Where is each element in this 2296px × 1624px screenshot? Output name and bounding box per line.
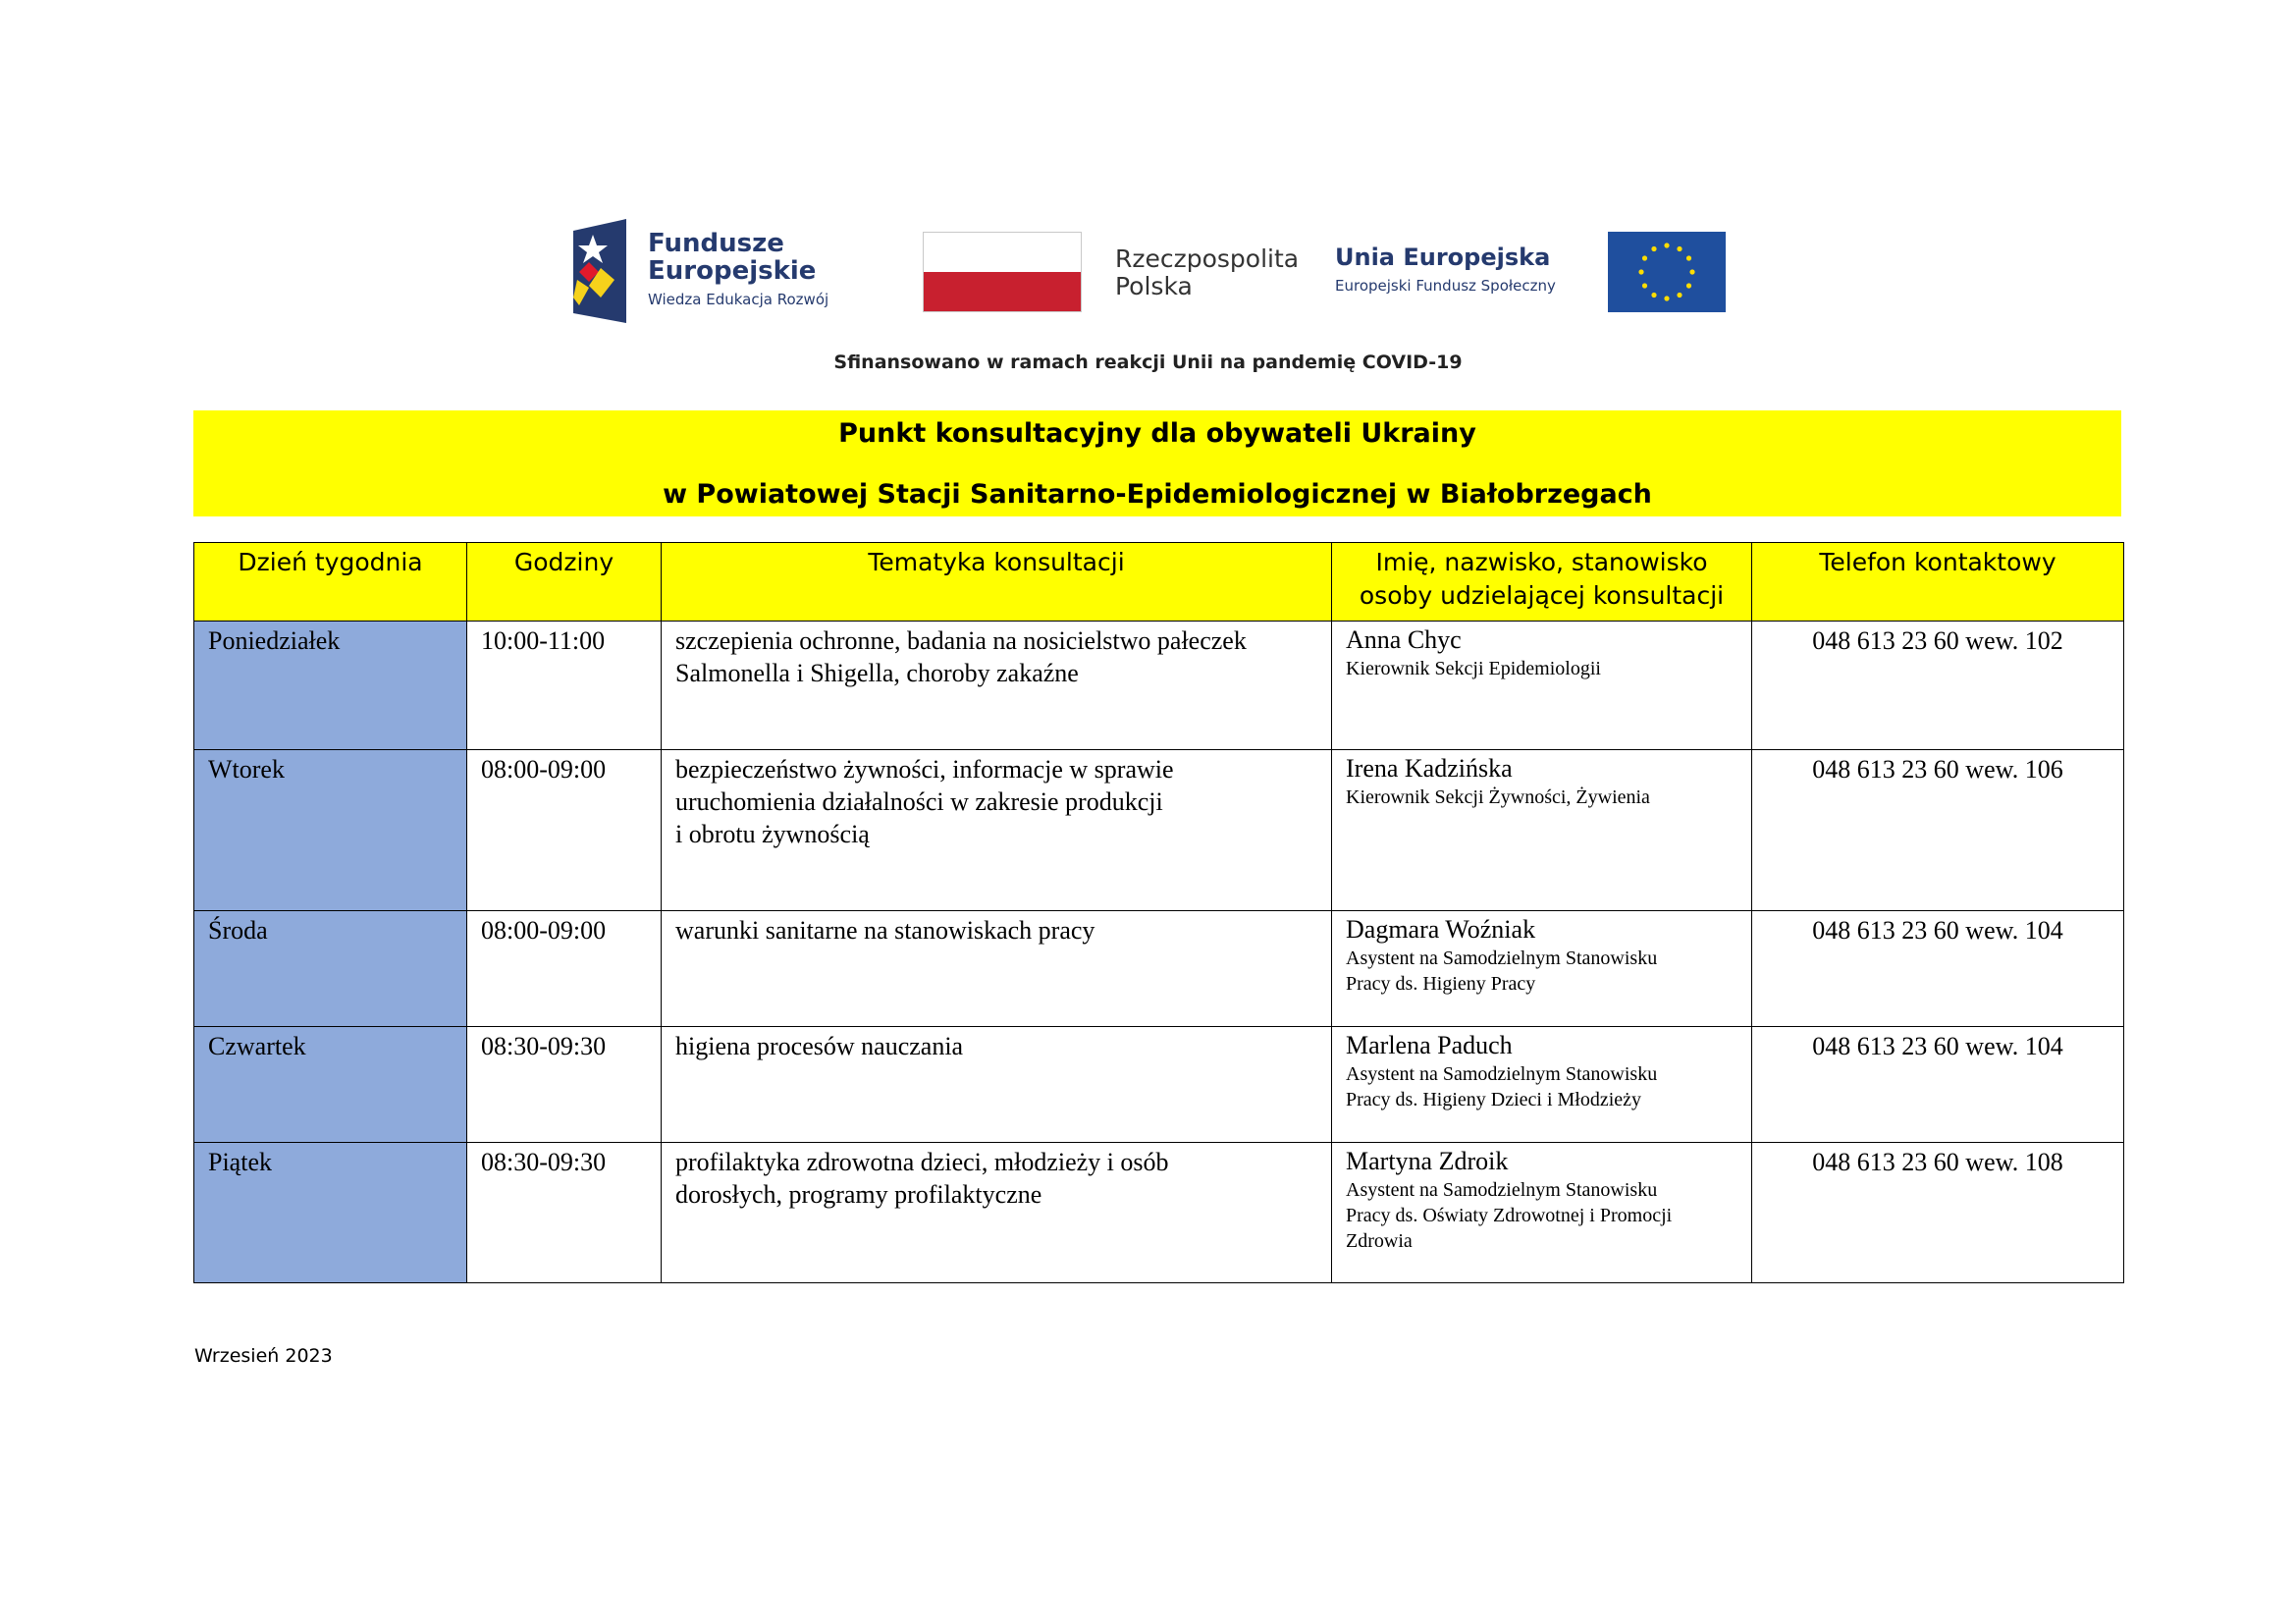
topic-cell xyxy=(662,750,1332,911)
funding-note: Sfinansowano w ramach reakcji Unii na pandemię COVID-19 xyxy=(833,352,1463,373)
phone-cell: 048 613 23 60 wew. 104 xyxy=(1752,1027,2124,1143)
fe-line2: Europejskie xyxy=(648,256,817,286)
fundusze-europejskie-logo xyxy=(569,216,864,324)
person-title: Asystent na Samodzielnym Stanowisku xyxy=(1346,947,1658,969)
person-title: Pracy ds. Higieny Pracy xyxy=(1346,973,1536,995)
polish-flag-icon xyxy=(923,232,1082,312)
phone-cell: 048 613 23 60 wew. 104 xyxy=(1752,911,2124,1027)
hours-cell: 08:30-09:30 xyxy=(467,1027,662,1143)
topic-line: szczepienia ochronne, badania na nosicielstwo pałeczek xyxy=(675,626,1247,655)
eu-flag-icon xyxy=(1608,232,1726,312)
unia-europejska-logo xyxy=(1335,216,1747,324)
day-cell: Wtorek xyxy=(194,750,467,911)
topic-cell xyxy=(662,1143,1332,1283)
person-name: Anna Chyc xyxy=(1346,625,1462,654)
fe-subtitle: Wiedza Edukacja Rozwój xyxy=(648,291,829,308)
table-row xyxy=(194,1143,2124,1283)
topic-cell xyxy=(662,1027,1332,1143)
fe-line1: Fundusze xyxy=(648,229,784,258)
consultation-schedule-table xyxy=(193,542,2124,1283)
table-header-row xyxy=(194,543,2124,622)
header-person-line1: Imię, nazwisko, stanowisko xyxy=(1375,548,1708,576)
day-cell: Czwartek xyxy=(194,1027,467,1143)
person-title: Zdrowia xyxy=(1346,1230,1413,1252)
table-row xyxy=(194,750,2124,911)
phone-cell: 048 613 23 60 wew. 102 xyxy=(1752,622,2124,750)
person-cell xyxy=(1332,1027,1752,1143)
ue-subtitle: Europejski Fundusz Społeczny xyxy=(1335,277,1556,295)
person-title: Asystent na Samodzielnym Stanowisku xyxy=(1346,1179,1658,1201)
person-cell xyxy=(1332,911,1752,1027)
rp-line2: Polska xyxy=(1115,272,1193,300)
header-hours: Godziny xyxy=(467,543,662,622)
person-name: Dagmara Woźniak xyxy=(1346,915,1536,944)
phone-cell: 048 613 23 60 wew. 108 xyxy=(1752,1143,2124,1283)
topic-line: bezpieczeństwo żywności, informacje w sprawie xyxy=(675,755,1174,784)
topic-cell xyxy=(662,622,1332,750)
topic-line: warunki sanitarne na stanowiskach pracy xyxy=(675,916,1095,945)
topic-cell xyxy=(662,911,1332,1027)
fundusze-europejskie-emblem-icon xyxy=(569,219,630,323)
hours-cell: 08:30-09:30 xyxy=(467,1143,662,1283)
person-title: Pracy ds. Higieny Dzieci i Młodzieży xyxy=(1346,1089,1642,1110)
header-person-line2: osoby udzielającej konsultacji xyxy=(1359,581,1725,610)
hours-cell: 08:00-09:00 xyxy=(467,750,662,911)
table-row xyxy=(194,911,2124,1027)
topic-line: Salmonella i Shigella, choroby zakaźne xyxy=(675,659,1079,687)
title-banner xyxy=(193,410,2121,516)
banner-title-line1: Punkt konsultacyjny dla obywateli Ukrainy xyxy=(838,418,1476,449)
hours-cell: 08:00-09:00 xyxy=(467,911,662,1027)
person-cell xyxy=(1332,1143,1752,1283)
topic-line: uruchomienia działalności w zakresie produkcji xyxy=(675,787,1163,816)
person-name: Marlena Paduch xyxy=(1346,1031,1513,1059)
hours-cell: 10:00-11:00 xyxy=(467,622,662,750)
topic-line: dorosłych, programy profilaktyczne xyxy=(675,1180,1042,1209)
banner-title-line2: w Powiatowej Stacji Sanitarno-Epidemiologicznej w Białobrzegach xyxy=(663,479,1652,510)
person-name: Martyna Zdroik xyxy=(1346,1147,1509,1175)
table-row xyxy=(194,1027,2124,1143)
topic-line: higiena procesów nauczania xyxy=(675,1032,964,1060)
rp-line1: Rzeczpospolita xyxy=(1115,244,1300,273)
person-title: Kierownik Sekcji Epidemiologii xyxy=(1346,658,1601,679)
person-title: Asystent na Samodzielnym Stanowisku xyxy=(1346,1063,1658,1085)
person-title: Kierownik Sekcji Żywności, Żywienia xyxy=(1346,786,1650,808)
topic-line: profilaktyka zdrowotna dzieci, młodzieży i osób xyxy=(675,1148,1169,1176)
day-cell: Poniedziałek xyxy=(194,622,467,750)
phone-cell: 048 613 23 60 wew. 106 xyxy=(1752,750,2124,911)
topic-line: i obrotu żywnością xyxy=(675,820,870,848)
day-cell: Środa xyxy=(194,911,467,1027)
logo-strip xyxy=(569,216,1747,334)
ue-title: Unia Europejska xyxy=(1335,244,1551,271)
header-day: Dzień tygodnia xyxy=(194,543,467,622)
header-person xyxy=(1332,543,1752,622)
person-title: Pracy ds. Oświaty Zdrowotnej i Promocji xyxy=(1346,1205,1673,1226)
table-row xyxy=(194,622,2124,750)
header-topic: Tematyka konsultacji xyxy=(662,543,1332,622)
person-cell xyxy=(1332,622,1752,750)
header-phone: Telefon kontaktowy xyxy=(1752,543,2124,622)
document-date: Wrzesień 2023 xyxy=(194,1345,333,1367)
person-cell xyxy=(1332,750,1752,911)
rzeczpospolita-polska-logo xyxy=(923,216,1300,324)
day-cell: Piątek xyxy=(194,1143,467,1283)
person-name: Irena Kadzińska xyxy=(1346,754,1513,783)
